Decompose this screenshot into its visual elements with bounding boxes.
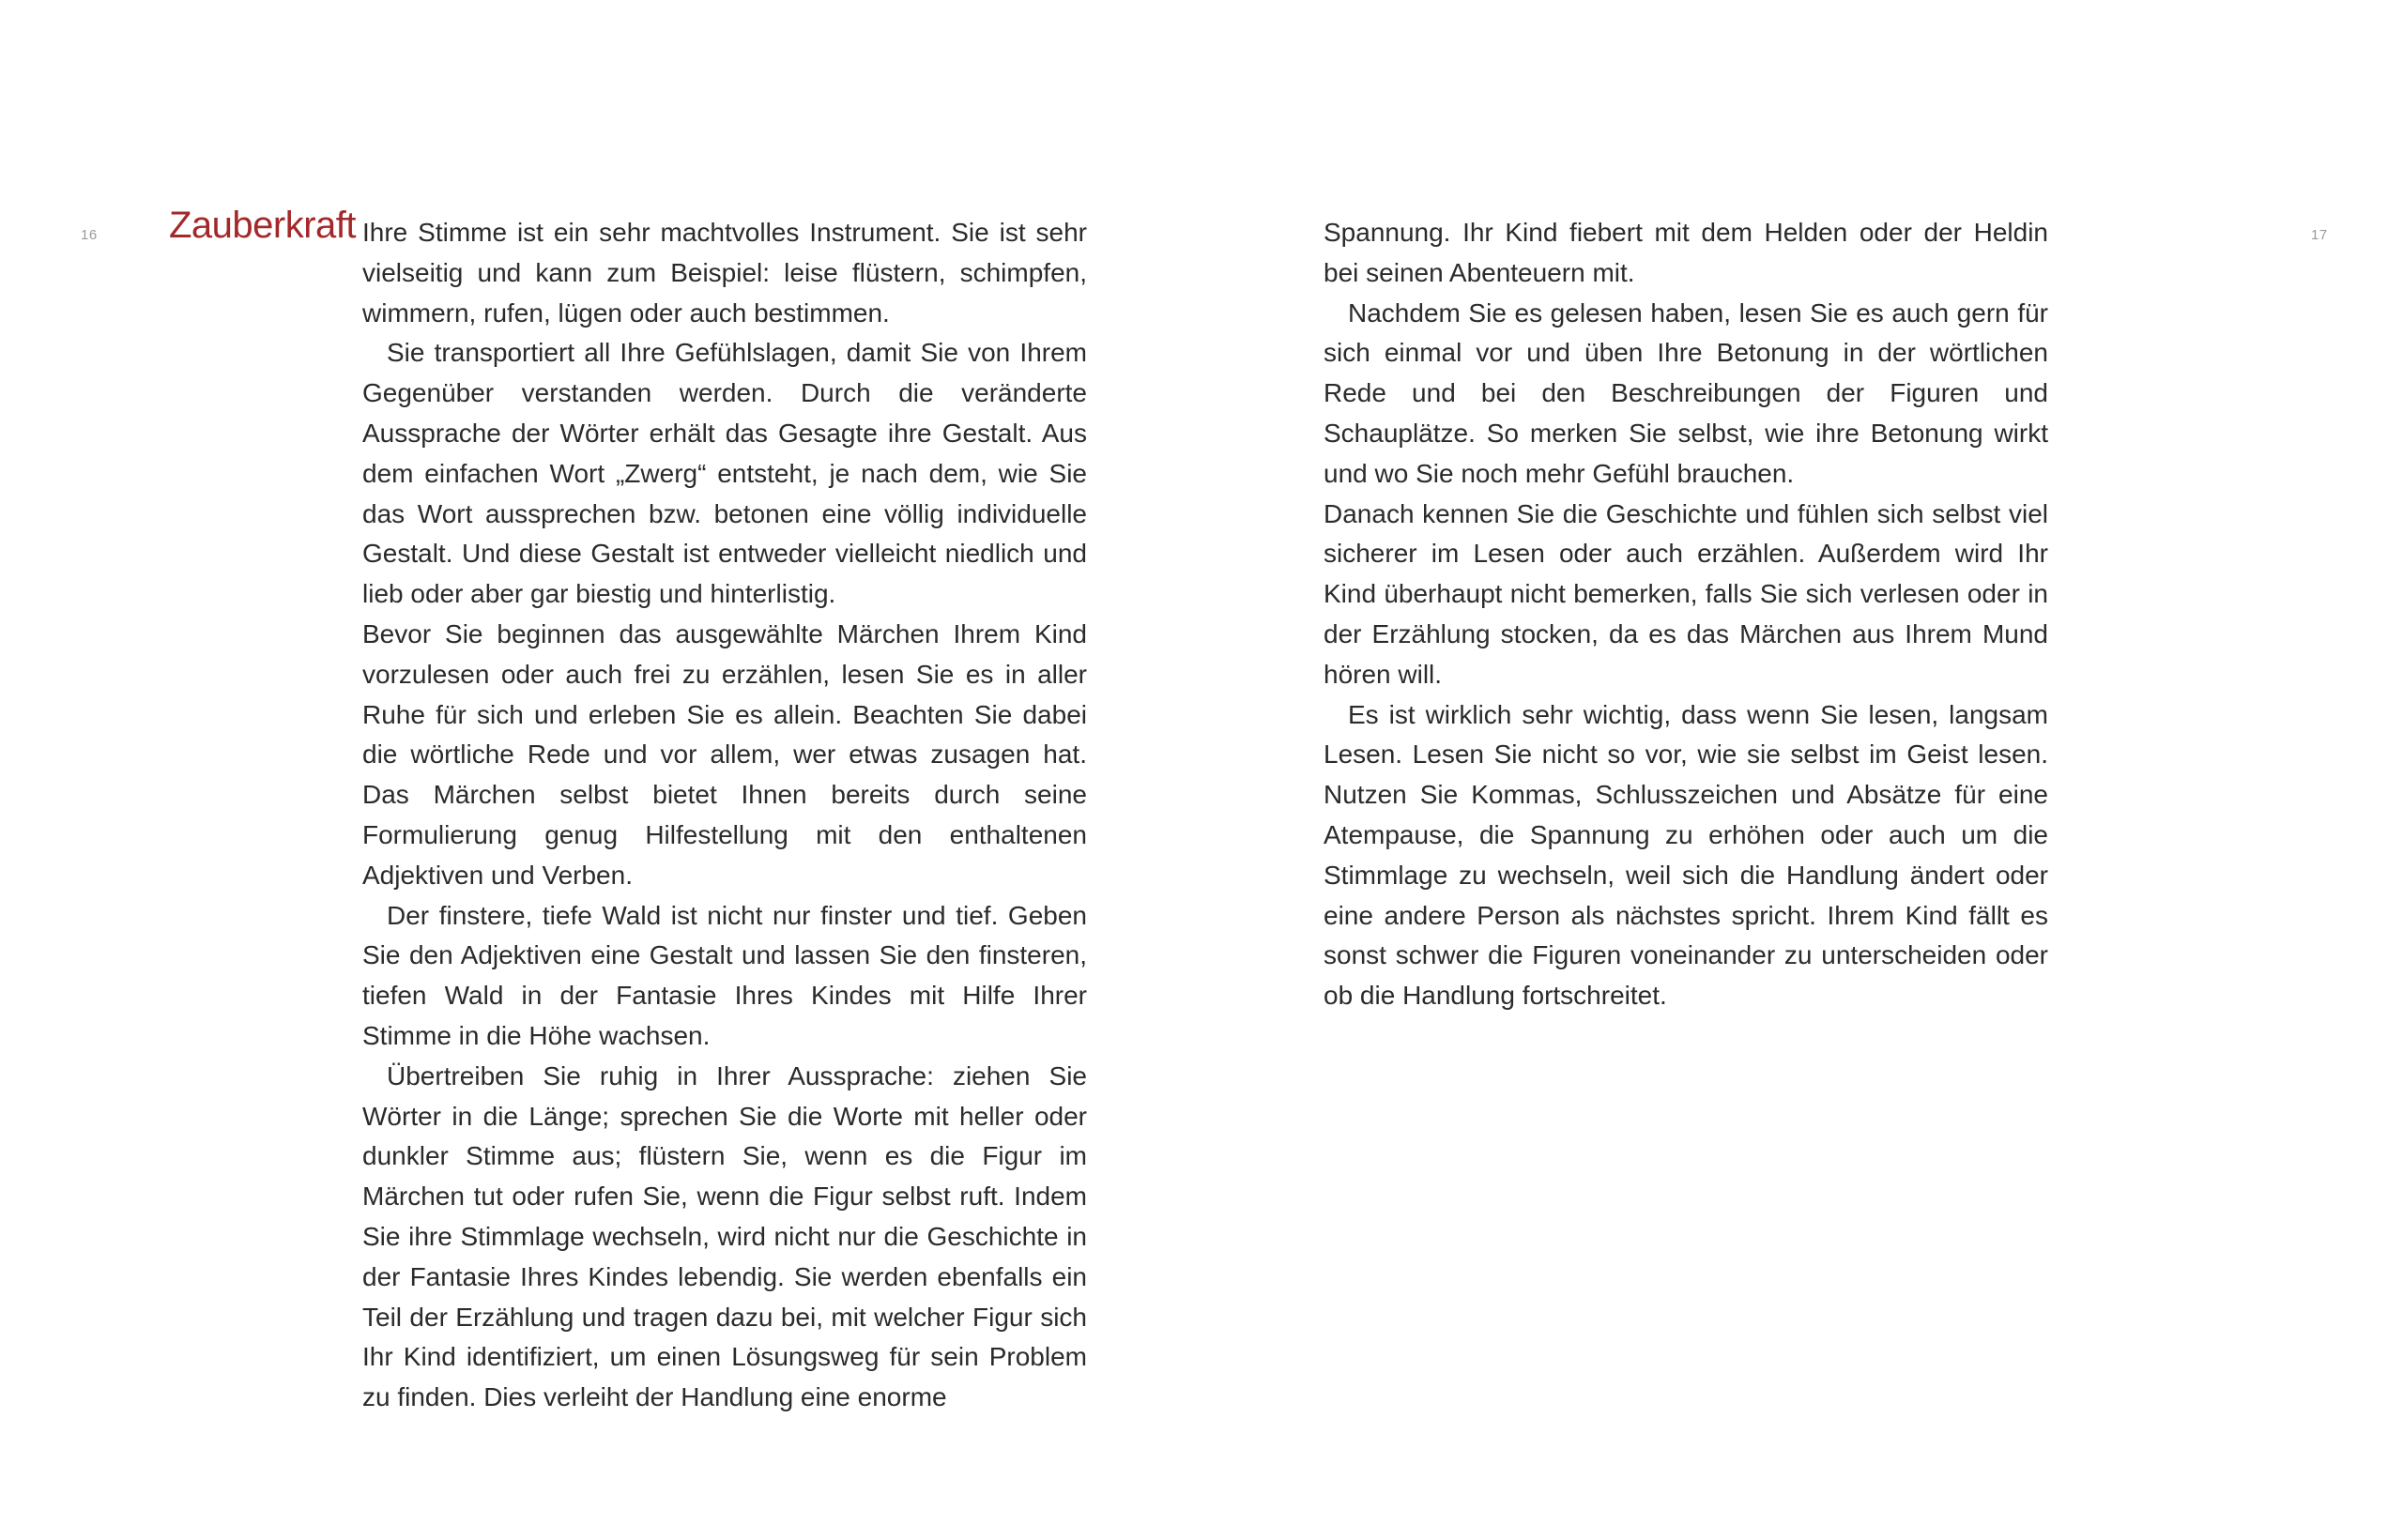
page-number-left: 16 [81,227,98,243]
paragraph: Nachdem Sie es gelesen haben, lesen Sie es auch gern für sich einmal vor und üben Ihre Betonung in der wörtlichen Rede und bei den Beschreibungen der Figuren und Schauplätze. So merken Sie selbst, wie ihre Betonung wirkt und wo Sie noch mehr Gefühl brauchen. [1324,297,2048,488]
paragraph: Der finstere, tiefe Wald ist nicht nur finster und tief. Geben Sie den Adjektiven eine Gestalt und lassen Sie den finsteren, tiefen Wald in der Fantasie Ihres Kindes mit Hilfe Ihrer Stimme in die Höhe wachsen. [362,900,1087,1050]
right-text-column [1324,213,2048,1016]
page-number-right: 17 [2311,227,2328,243]
paragraph: Spannung. Ihr Kind fiebert mit dem Helden oder der Heldin bei seinen Abenteuern mit. [1324,218,2048,287]
paragraph: Übertreiben Sie ruhig in Ihrer Aussprache: ziehen Sie Wörter in die Länge; sprechen Sie die Worte mit heller oder dunkler Stimme aus; flüstern Sie, wenn es die Figur im Märchen tut oder rufen Sie, wenn die Figur selbst ruft. Indem Sie ihre Stimmlage wechseln, wird nicht nur die Geschichte in der Fantasie Ihres Kindes lebendig. Sie werden ebenfalls ein Teil der Erzählung und tragen dazu bei, mit welcher Figur sich Ihr Kind identifiziert, um einen Lösungsweg für sein Problem zu finden. Dies verleiht der Handlung eine enorme [362,1060,1087,1412]
paragraph: Danach kennen Sie die Geschichte und fühlen sich selbst viel sicherer im Lesen oder auch erzählen. Außerdem wird Ihr Kind überhaupt nicht bemerken, falls Sie sich verlesen oder in der Erzählung stocken, da es das Märchen aus Ihrem Mund hören will. [1324,498,2048,689]
paragraph: Bevor Sie beginnen das ausgewählte Märchen Ihrem Kind vorzulesen oder auch frei zu erzählen, lesen Sie es in aller Ruhe für sich und erleben Sie es allein. Beachten Sie dabei die wörtliche Rede und vor allem, wer etwas zusagen hat. Das Märchen selbst bietet Ihnen bereits durch seine Formulierung genug Hilfestellung mit den enthaltenen Adjektiven und Verben. [362,618,1087,890]
section-title: Zauberkraft [169,205,357,246]
paragraph: Ihre Stimme ist ein sehr machtvolles Instrument. Sie ist sehr vielseitig und kann zum Beispiel: leise flüstern, schimpfen, wimmern, rufen, lügen oder auch bestimmen. [362,218,1087,328]
left-text-column [362,213,1087,1418]
paragraph: Es ist wirklich sehr wichtig, dass wenn Sie lesen, langsam Lesen. Lesen Sie nicht so vor, wie sie selbst im Geist lesen. Nutzen Sie Kommas, Schlusszeichen und Absätze für eine Atempause, die Spannung zu erhöhen oder auch um die Stimmlage zu wechseln, weil sich die Handlung ändert oder eine andere Person als nächstes spricht. Ihrem Kind fällt es sonst schwer die Figuren voneinander zu unterscheiden oder ob die Handlung fortschreitet. [1324,699,2048,1011]
paragraph: Sie transportiert all Ihre Gefühlslagen, damit Sie von Ihrem Gegenüber verstanden werden. Durch die veränderte Aussprache der Wörter erhält das Gesagte ihre Gestalt. Aus dem einfachen Wort „Zwerg“ entsteht, je nach dem, wie Sie das Wort aussprechen bzw. betonen eine völlig individuelle Gestalt. Und diese Gestalt ist entweder vielleicht niedlich und lieb oder aber gar biestig und hinterlistig. [362,338,1087,609]
